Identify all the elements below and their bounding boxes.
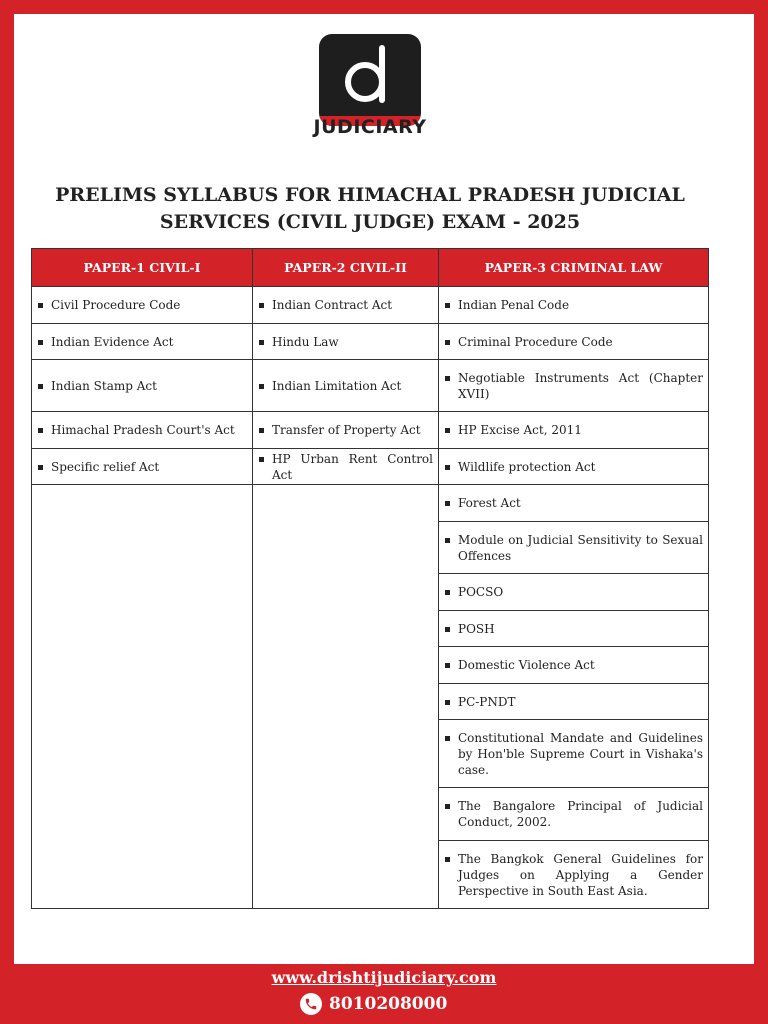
subject-item: Indian Penal Code — [458, 298, 570, 312]
table-cell — [439, 611, 709, 647]
subject-item: Indian Evidence Act — [51, 334, 174, 349]
d-letter-logo-icon — [319, 34, 421, 126]
table-row — [32, 324, 709, 360]
subject-item: Wildlife protection Act — [458, 459, 596, 474]
bullet-icon — [445, 736, 450, 741]
table-cell — [439, 522, 709, 574]
subject-item: Constitutional Mandate and Guidelines by Hon'ble Supreme Court in Vishaka's case. — [458, 730, 703, 777]
bullet-icon — [445, 465, 450, 470]
subject-item: HP Urban Rent Control Act — [272, 451, 433, 482]
table-row — [32, 360, 709, 412]
table-cell — [253, 412, 439, 449]
subject-item: Criminal Procedure Code — [458, 334, 613, 349]
table-cell — [439, 324, 709, 360]
subject-item: The Bangkok General Guidelines for Judges on Applying a Gender Perspective in South East Asia. — [458, 851, 703, 898]
bullet-icon — [38, 465, 43, 470]
subject-item: The Bangalore Principal of Judicial Conduct, 2002. — [458, 799, 703, 829]
table-cell — [439, 485, 709, 522]
subject-item: Negotiable Instruments Act (Chapter XVII) — [458, 370, 703, 401]
bullet-icon — [38, 428, 43, 433]
table-cell — [32, 287, 253, 324]
column-header-paper-2: PAPER-2 CIVIL-II — [253, 249, 439, 287]
table-header-row — [32, 249, 709, 287]
subject-item: Himachal Pradesh Court's Act — [51, 423, 235, 437]
bullet-icon — [445, 538, 450, 543]
table-cell — [253, 449, 439, 485]
bullet-icon — [445, 501, 450, 506]
table-cell — [253, 324, 439, 360]
bullet-icon — [38, 303, 43, 308]
bullet-icon — [259, 457, 264, 462]
table-cell — [32, 412, 253, 449]
website-link[interactable]: www.drishtijudiciary.com — [271, 968, 497, 987]
title-line-2: SERVICES (CIVIL JUDGE) EXAM - 2025 — [159, 211, 581, 233]
table-cell — [253, 360, 439, 412]
bullet-icon — [445, 857, 450, 862]
bullet-icon — [38, 384, 43, 389]
table-cell — [32, 324, 253, 360]
table-cell — [439, 684, 709, 720]
empty-cell — [32, 485, 253, 909]
bullet-icon — [445, 663, 450, 668]
subject-item: Forest Act — [458, 496, 521, 510]
table-cell — [439, 287, 709, 324]
column-header-paper-3: PAPER-3 CRIMINAL LAW — [439, 249, 709, 287]
table-cell — [439, 647, 709, 684]
subject-item: Civil Procedure Code — [51, 298, 181, 312]
bullet-icon — [445, 428, 450, 433]
bullet-icon — [445, 700, 450, 705]
subject-item: POSH — [458, 621, 495, 636]
subject-item: Specific relief Act — [51, 459, 160, 474]
subject-item: Indian Limitation Act — [272, 378, 402, 393]
table-cell — [439, 360, 709, 412]
subject-item: POCSO — [458, 585, 504, 599]
column-header-paper-1: PAPER-1 CIVIL-I — [32, 249, 253, 287]
phone-contact[interactable] — [300, 992, 447, 1016]
table-cell — [439, 788, 709, 841]
table-cell — [439, 841, 709, 909]
bullet-icon — [445, 804, 450, 809]
title-line-1: PRELIMS SYLLABUS FOR HIMACHAL PRADESH JUDICIAL — [55, 184, 685, 206]
subject-item: Domestic Violence Act — [458, 658, 595, 672]
table-cell — [439, 449, 709, 485]
subject-item: Module on Judicial Sensitivity to Sexual Offences — [458, 532, 703, 563]
page-title — [40, 182, 700, 236]
bullet-icon — [259, 340, 264, 345]
table-row — [32, 287, 709, 324]
bullet-icon — [445, 303, 450, 308]
table-row — [32, 485, 709, 522]
phone-icon — [300, 993, 322, 1015]
table-cell — [439, 412, 709, 449]
subject-item: Indian Stamp Act — [51, 378, 157, 393]
subject-item: Indian Contract Act — [272, 298, 393, 312]
bullet-icon — [445, 340, 450, 345]
empty-cell — [253, 485, 439, 909]
table-row — [32, 412, 709, 449]
bullet-icon — [445, 590, 450, 595]
table-cell — [253, 287, 439, 324]
table-row — [32, 449, 709, 485]
bullet-icon — [259, 303, 264, 308]
table-cell — [439, 574, 709, 611]
bullet-icon — [259, 384, 264, 389]
table-cell — [32, 360, 253, 412]
bullet-icon — [445, 376, 450, 381]
bullet-icon — [38, 340, 43, 345]
subject-item: PC-PNDT — [458, 694, 516, 709]
table-cell — [32, 449, 253, 485]
logo-wordmark: JUDICIARY — [313, 116, 427, 138]
syllabus-table — [31, 248, 709, 909]
subject-item: HP Excise Act, 2011 — [458, 423, 582, 437]
bullet-icon — [445, 627, 450, 632]
table-cell — [439, 720, 709, 788]
phone-number: 8010208000 — [329, 994, 448, 1014]
subject-item: Hindu Law — [272, 334, 339, 349]
subject-item: Transfer of Property Act — [272, 423, 421, 437]
bullet-icon — [259, 428, 264, 433]
